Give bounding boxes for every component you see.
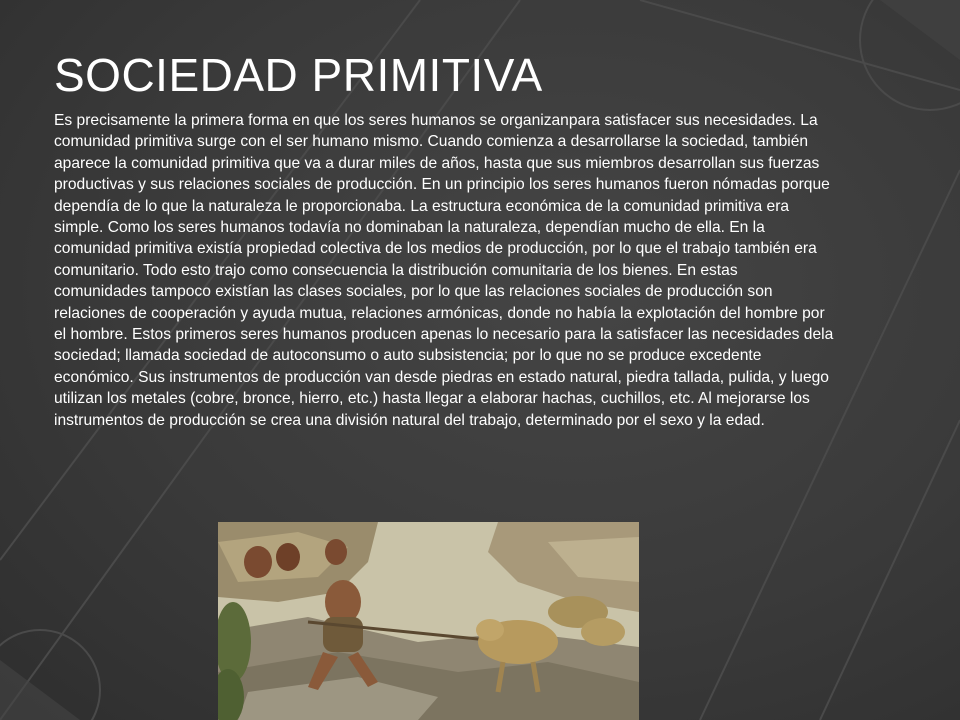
primitive-society-illustration xyxy=(218,522,639,720)
slide-body-text: Es precisamente la primera forma en que los seres humanos se organizanpara satisfacer sus necesidades. La comunidad primitiva surge con el ser humano mismo. Cuando comienza a desarrollarse la sociedad, también aparece la comunidad primitiva que va a durar miles de años, hasta que sus miembros desarrollan sus fuerzas productivas y sus relaciones sociales de producción. En un principio los seres humanos fueron nómadas porque dependía de lo que la naturaleza le proporcionaba. La estructura económica de la comunidad primitiva era simple. Como los seres humanos todavía no dominaban la naturaleza, dependían mucho de ella. En la comunidad primitiva existía propiedad colectiva de los medios de producción, por lo que el trabajo también era comunitario. Todo esto trajo como consecuencia la distribución comunitaria de los bienes. En estas comunidades tampoco existían las clases sociales, por lo que las relaciones sociales de producción son relaciones de cooperación y ayuda mutua, relaciones armónicas, donde no había la explotación del hombre por el hombre. Estos primeros seres humanos producen apenas lo necesario para la satisfacer las necesidades dela sociedad; llamada sociedad de autoconsumo o auto subsistencia; por lo que no se produce excedente económico. Sus instrumentos de producción van desde piedras en estado natural, piedra tallada, pulida, y luego utilizan los metales (cobre, bronce, hierro, etc.) hasta llegar a elaborar hachas, cuchillos, etc. Al mejorarse los instrumentos de producción se crea una división natural del trabajo, determinado por el sexo y la edad. xyxy=(54,112,834,429)
slide-title: SOCIEDAD PRIMITIVA xyxy=(54,49,543,101)
